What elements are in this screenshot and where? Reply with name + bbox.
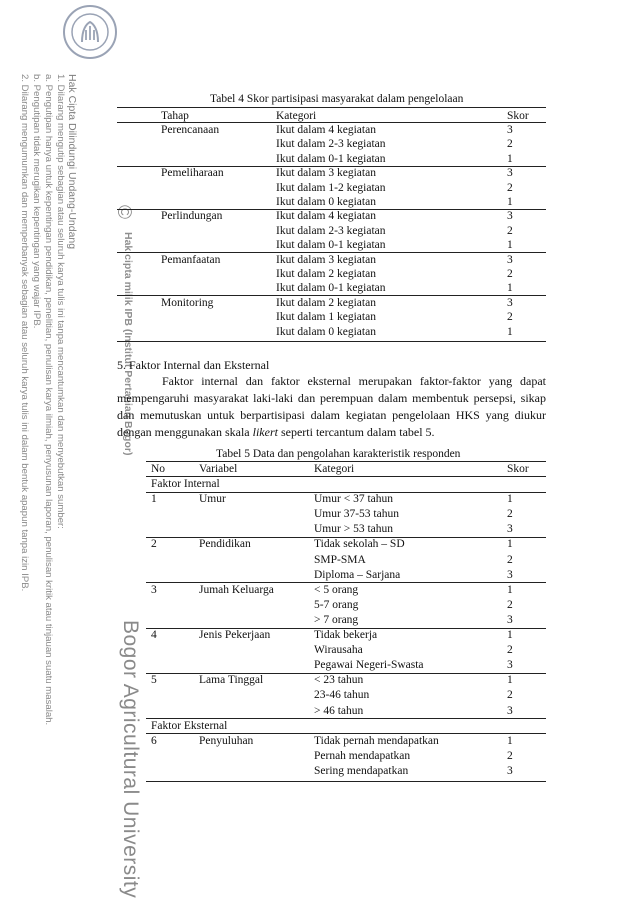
- table5-kategori: 23-46 tahun: [314, 689, 370, 702]
- table5-skor: 1: [507, 734, 513, 747]
- table4-kategori: Ikut dalam 2 kegiatan: [276, 268, 376, 280]
- table5-header-no: No: [151, 463, 166, 475]
- table4-kategori: Ikut dalam 3 kegiatan: [276, 167, 376, 180]
- paragraph-italic: likert: [252, 425, 278, 439]
- table4-kategori: Ikut dalam 0-1 kegiatan: [276, 152, 386, 165]
- section-heading: 5. Faktor Internal dan Eksternal: [117, 358, 270, 372]
- paragraph-end: seperti tercantum dalam tabel 5.: [277, 425, 435, 439]
- section-paragraph: [117, 373, 546, 441]
- table4-skor: 1: [507, 152, 513, 165]
- table5-section-label: Faktor Eksternal: [151, 719, 228, 732]
- rule-2: 2. Dilarang mengumumkan dan memperbanyak sebagian atau seluruh karya tulis ini dalam bentuk apapun tanpa izin IPB.: [19, 74, 30, 592]
- table5-kategori: Umur < 37 tahun: [314, 493, 393, 506]
- table4-skor: 2: [507, 138, 513, 151]
- table5-variabel: Jumah Keluarga: [199, 583, 274, 596]
- table5-kategori: Tidak bekerja: [314, 629, 378, 641]
- table4-kategori: Ikut dalam 4 kegiatan: [276, 210, 376, 223]
- hak-cipta-ipb: Hak cipta milik IPB (Institut Pertanian Bogor): [122, 232, 134, 456]
- table4-skor: 3: [507, 253, 513, 266]
- table5-kategori: < 23 tahun: [314, 674, 364, 687]
- table4-kategori: Ikut dalam 0 kegiatan: [276, 196, 376, 208]
- table4-header-kategori: Kategori: [276, 110, 317, 122]
- table5-skor: 1: [507, 629, 513, 641]
- table5-skor: 3: [507, 613, 513, 626]
- table5-skor: 3: [507, 523, 513, 536]
- table5-variabel: Pendidikan: [199, 538, 251, 551]
- table4-kategori: Ikut dalam 1-2 kegiatan: [276, 181, 386, 194]
- table5-kategori: > 46 tahun: [314, 704, 364, 717]
- table5-kategori: Pegawai Negeri-Swasta: [314, 659, 424, 672]
- table4-skor: 1: [507, 325, 513, 338]
- table5-section-label: Faktor Internal: [151, 478, 220, 490]
- table4-kategori: Ikut dalam 0-1 kegiatan: [276, 282, 386, 295]
- table5-skor: 2: [507, 553, 513, 566]
- table5-kategori: > 7 orang: [314, 613, 359, 626]
- table5-skor: 1: [507, 493, 513, 506]
- table4-header-skor: Skor: [507, 110, 529, 122]
- table5-kategori: 5-7 orang: [314, 598, 359, 611]
- table5-variabel: Lama Tinggal: [199, 674, 264, 687]
- table5-kategori: Diploma – Sarjana: [314, 568, 401, 581]
- rule-1b: b. Pengutipan tidak merugikan kepentingan yang wajar IPB.: [31, 74, 42, 329]
- law-title: Hak Cipta Dilindungi Undang-Undang: [66, 74, 78, 250]
- table5-skor: 2: [507, 508, 513, 521]
- table5-skor: 2: [507, 644, 513, 657]
- table5-skor: 3: [507, 704, 513, 717]
- table5-kategori: Tidak sekolah – SD: [314, 538, 405, 551]
- table5-header-skor: Skor: [507, 463, 529, 475]
- table4-kategori: Ikut dalam 2-3 kegiatan: [276, 224, 386, 237]
- table4-skor: 3: [507, 124, 513, 136]
- table4-skor: 3: [507, 210, 513, 223]
- table5-variabel: Umur: [199, 493, 226, 506]
- table5-skor: 3: [507, 764, 513, 777]
- table4-tahap: Monitoring: [161, 296, 214, 309]
- ipb-logo: [62, 4, 118, 60]
- table4-tahap: Perlindungan: [161, 210, 223, 223]
- table4-skor: 3: [507, 296, 513, 309]
- table5-header-kategori: Kategori: [314, 463, 355, 475]
- table5-skor: 1: [507, 538, 513, 551]
- table4-kategori: Ikut dalam 1 kegiatan: [276, 311, 376, 324]
- table5-caption: Tabel 5 Data dan pengolahan karakteristik responden: [216, 448, 461, 460]
- table4-kategori: Ikut dalam 3 kegiatan: [276, 253, 376, 266]
- table4-kategori: Ikut dalam 2 kegiatan: [276, 296, 376, 309]
- copyright-sidebar: [0, 0, 150, 903]
- table5-skor: 2: [507, 689, 513, 702]
- table5-skor: 1: [507, 583, 513, 596]
- table5-kategori: Pernah mendapatkan: [314, 749, 411, 762]
- table5-variabel: Jenis Pekerjaan: [199, 629, 271, 641]
- table5-kategori: SMP-SMA: [314, 553, 366, 566]
- table4-top-rule: [117, 107, 546, 108]
- table4-skor: 2: [507, 181, 513, 194]
- table5-skor: 2: [507, 749, 513, 762]
- table5-no: 1: [151, 493, 157, 506]
- table4-tahap: Pemanfaatan: [161, 253, 221, 266]
- table4-skor: 2: [507, 268, 513, 280]
- table5-header-variabel: Variabel: [199, 463, 238, 475]
- table5-skor: 1: [507, 674, 513, 687]
- table5-kategori: Wirausaha: [314, 644, 363, 657]
- table4-caption: Tabel 4 Skor partisipasi masyarakat dalam pengelolaan: [210, 93, 464, 105]
- table4-skor: 1: [507, 196, 513, 208]
- table5-skor: 3: [507, 659, 513, 672]
- table5-kategori: Tidak pernah mendapatkan: [314, 734, 439, 747]
- table4-header-tahap: Tahap: [161, 110, 189, 122]
- table4-kategori: Ikut dalam 0-1 kegiatan: [276, 239, 386, 252]
- table4-bottom-rule: [117, 341, 546, 342]
- table5-kategori: Umur > 53 tahun: [314, 523, 393, 536]
- table4-kategori: Ikut dalam 0 kegiatan: [276, 325, 376, 338]
- table5-skor: 3: [507, 568, 513, 581]
- table4-tahap: Perencanaan: [161, 124, 220, 136]
- table4-tahap: Pemeliharaan: [161, 167, 224, 180]
- table4-kategori: Ikut dalam 4 kegiatan: [276, 124, 376, 136]
- table5-variabel: Penyuluhan: [199, 734, 254, 747]
- table5-no: 5: [151, 674, 157, 687]
- table5-kategori: < 5 orang: [314, 583, 359, 596]
- table5-no: 3: [151, 583, 157, 596]
- table5-skor: 2: [507, 598, 513, 611]
- table4-kategori: Ikut dalam 2-3 kegiatan: [276, 138, 386, 151]
- rule-1: 1. Dilarang mengutip sebagian atau seluruh karya tulis ini tanpa mencantumkan dan menyebutkan sumber:: [55, 74, 66, 529]
- rule-1a: a. Pengutipan hanya untuk kepentingan pendidikan, penelitian, penulisan karya ilmiah, penyusunan laporan, penulisan kritik atau tinjauan suatu masalah.: [43, 74, 54, 726]
- table5-kategori: Umur 37-53 tahun: [314, 508, 399, 521]
- table5-no: 2: [151, 538, 157, 551]
- university-name: Bogor Agricultural University: [119, 620, 142, 899]
- table4-skor: 1: [507, 239, 513, 252]
- table4-skor: 2: [507, 224, 513, 237]
- table4-skor: 3: [507, 167, 513, 180]
- table4-skor: 1: [507, 282, 513, 295]
- table5-no: 4: [151, 629, 157, 641]
- table5-bottom-rule: [146, 781, 546, 782]
- copyright-icon: ©: [113, 205, 134, 219]
- table4-skor: 2: [507, 311, 513, 324]
- paragraph-text: Faktor internal dan faktor eksternal merupakan faktor-faktor yang dapat mempengaruhi masyarakat laki-laki dan perempuan dalam membentuk persepsi, sikap dan memutuskan untuk berpartisipasi dalam kegiatan pengelolaan HKS yang diukur dengan menggunakan skala: [117, 374, 546, 439]
- table5-kategori: Sering mendapatkan: [314, 764, 409, 777]
- table5-no: 6: [151, 734, 157, 747]
